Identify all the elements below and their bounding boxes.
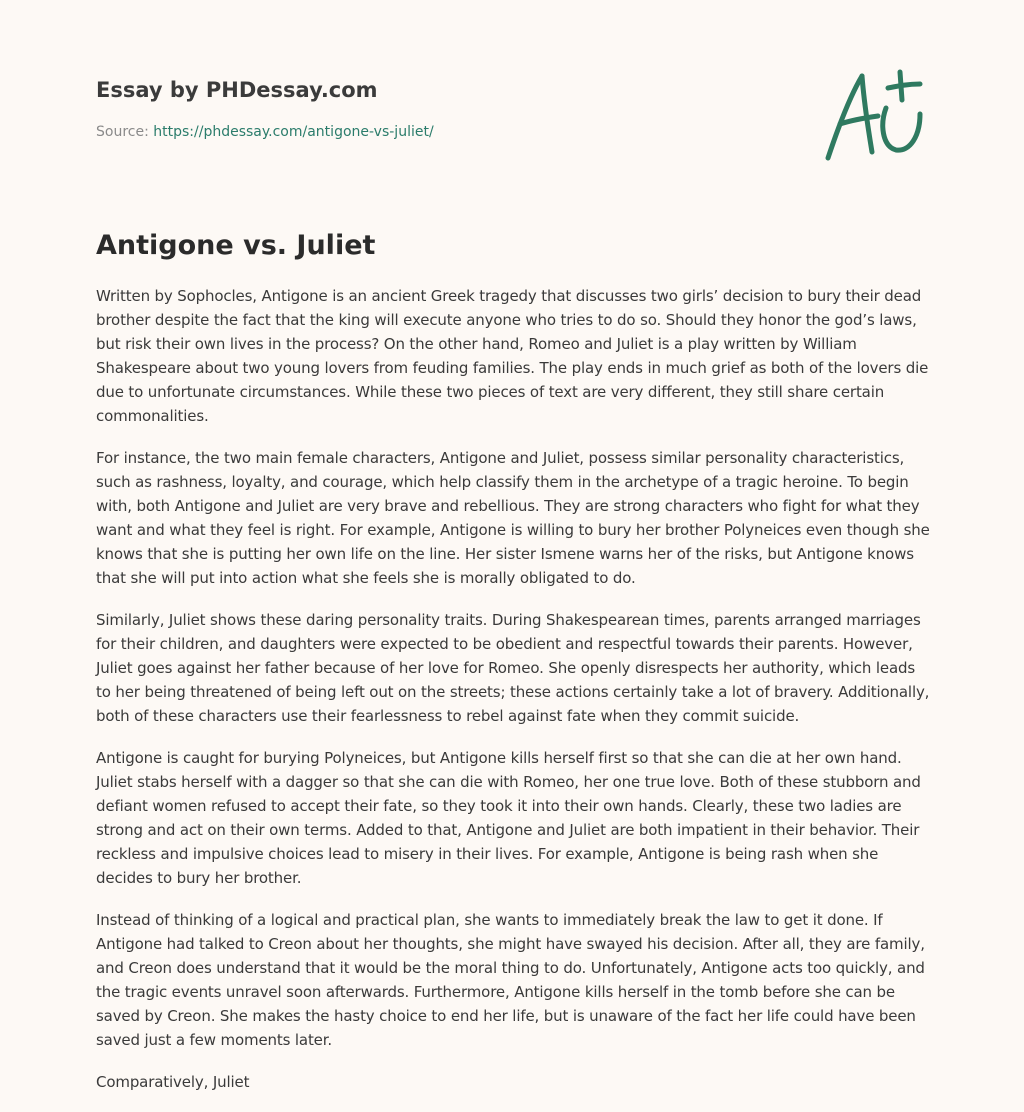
page-header	[96, 76, 836, 142]
source-link[interactable]: https://phdessay.com/antigone-vs-juliet/	[153, 124, 434, 140]
source-label: Source:	[96, 124, 154, 140]
essay-title: Antigone vs. Juliet	[96, 230, 376, 261]
essay-paragraph: Comparatively, Juliet	[96, 1073, 250, 1091]
essay-paragraph: Similarly, Juliet shows these daring personality traits. During Shakespearean times, parents arranged marriages for their children, and daughters were expected to be obedient and respectful towards their parents. However, Juliet goes against her father because of her love for Romeo. She openly disrespects her authority, which leads to her being threatened of being left out on the streets; these actions certainly take a lot of bravery. Additionally, both of these characters use their fearlessness to rebel against fate when they commit suicide.	[96, 611, 930, 725]
essay-paragraph: Instead of thinking of a logical and practical plan, she wants to immediately break the law to get it done. If Antigone had talked to Creon about her thoughts, she might have swayed his decision. After all, they are family, and Creon does understand that it would be the moral thing to do. Unfortunately, Antigone acts too quickly, and the tragic events unravel soon afterwards. Furthermore, Antigone kills herself in the tomb before she can be saved by Creon. She makes the hasty choice to end her life, but is unaware of the fact her life could have been saved just a few moments later.	[96, 911, 925, 1049]
essay-paragraph: Written by Sophocles, Antigone is an ancient Greek tragedy that discusses two girls’ decision to bury their dead brother despite the fact that the king will execute anyone who tries to do so. Should they honor the god’s laws, but risk their own lives in the process? On the other hand, Romeo and Juliet is a play written by William Shakespeare about two young lovers from feuding families. The play ends in much grief as both of the lovers die due to unfortunate circumstances. While these two pieces of text are very different, they still share certain commonalities.	[96, 287, 929, 425]
essay-paragraph: For instance, the two main female characters, Antigone and Juliet, possess similar personality characteristics, such as rashness, loyalty, and courage, which help classify them in the archetype of a tragic heroine. To begin with, both Antigone and Juliet are very brave and rebellious. They are strong characters who fight for what they want and what they feel is right. For example, Antigone is willing to bury her brother Polyneices even though she knows that she is putting her own life on the line. Her sister Ismene warns her of the risks, but Antigone knows that she will put into action what she feels she is morally obligated to do.	[96, 449, 930, 587]
site-title: Essay by PHDessay.com	[96, 78, 378, 102]
essay-paragraph: Antigone is caught for burying Polyneices, but Antigone kills herself first so that she can die at her own hand. Juliet stabs herself with a dagger so that she can die with Romeo, her one true love. Both of these stubborn and defiant women refused to accept their fate, so they took it into their own hands. Clearly, these two ladies are strong and act on their own terms. Added to that, Antigone and Juliet are both impatient in their behavior. Their reckless and impulsive choices lead to misery in their lives. For example, Antigone is being rash when she decides to bury her brother.	[96, 749, 921, 887]
a-plus-logo-icon	[822, 66, 926, 166]
essay-body	[96, 284, 930, 1112]
source-line	[96, 122, 836, 142]
